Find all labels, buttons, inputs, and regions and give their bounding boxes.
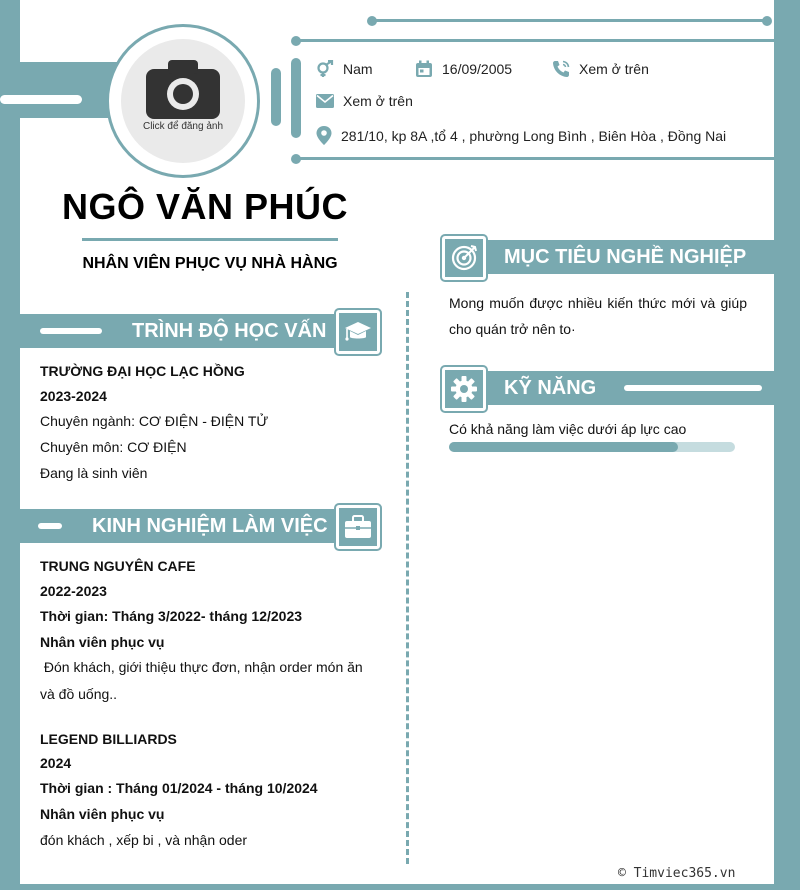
deco-line [296,39,774,42]
job-2-period: 2024 [40,755,72,771]
contact-email [316,93,413,109]
birthday-value: 16/09/2005 [442,61,513,77]
graduation-cap-icon [344,321,372,343]
education-heading: TRÌNH ĐỘ HỌC VẤN [132,319,327,342]
gear-icon [450,375,478,403]
contact-gender [316,60,373,78]
education-header [20,314,338,348]
phone-icon [552,60,570,78]
objective-header [480,240,774,274]
job-1-time: Thời gian: Tháng 3/2022- tháng 12/2023 [40,608,303,624]
job-2-desc-line1: đón khách , xếp bi , và nhận oder [40,832,248,848]
target-icon [450,244,478,272]
skill-1-name: Có khả năng làm việc dưới áp lực cao [449,421,687,437]
job-1-desc-line1: Đón khách, giới thiệu thực đơn, nhận order món ăn [40,659,363,675]
frame-bottom-border [0,884,800,890]
header-stripe [624,385,762,391]
experience-icon-box [336,505,380,549]
education-school: TRƯỜNG ĐẠI HỌC LẠC HỒNG [40,363,245,379]
header-stripe [38,523,62,529]
job-title: NHÂN VIÊN PHỤC VỤ NHÀ HÀNG [82,255,338,272]
skills-header [480,371,774,405]
job-1-period: 2022-2023 [40,583,107,599]
deco-dot [762,16,772,26]
job-2-role: Nhân viên phục vụ [40,806,165,822]
skills-heading: KỸ NĂNG [504,376,597,399]
calendar-icon [415,60,433,78]
contact-phone [552,60,649,78]
education-major: Chuyên ngành: CƠ ĐIỆN - ĐIỆN TỬ [40,413,269,429]
skill-1-level-bar [449,442,678,452]
education-icon-box [336,310,380,354]
camera-icon [146,57,220,119]
skills-icon-box [442,367,486,411]
frame-right-border [774,0,800,890]
deco-bar [271,68,281,126]
job-2-company: LEGEND BILLIARDS [40,731,177,747]
experience-header [20,509,338,543]
deco-line [372,19,768,22]
objective-line1: Mong muốn được nhiều kiến thức mới và giúp [449,295,747,311]
location-pin-icon [316,126,332,145]
job-2-time: Thời gian : Tháng 01/2024 - tháng 10/2024 [40,780,318,796]
column-divider [406,292,409,864]
contact-address [316,126,726,145]
name-underline [82,238,338,241]
frame-left-border [0,0,20,890]
education-period: 2023-2024 [40,388,107,404]
objective-icon-box [442,236,486,280]
objective-heading: MỤC TIÊU NGHỀ NGHIỆP [504,245,747,268]
education-status: Đang là sinh viên [40,465,148,481]
header-stripe [40,328,102,334]
education-specialty: Chuyên môn: CƠ ĐIỆN [40,439,187,455]
gender-icon [316,60,334,78]
phone-value: Xem ở trên [579,61,649,77]
job-1-role: Nhân viên phục vụ [40,634,165,650]
briefcase-icon [344,515,372,539]
header-band-stripe [0,95,82,104]
objective-line2: cho quán trở nên to· [449,321,576,337]
photo-upload-label[interactable]: Click để đăng ảnh [142,121,224,132]
candidate-name: NGÔ VĂN PHÚC [61,186,349,227]
deco-line [296,157,774,160]
address-value: 281/10, kp 8A ,tổ 4 , phường Long Bình , Biên Hòa , Đồng Nai [341,127,727,144]
watermark: © Timviec365.vn [618,866,736,881]
gender-value: Nam [343,61,373,77]
contact-birthday [415,60,512,78]
experience-heading: KINH NGHIỆM LÀM VIỆC [92,514,328,537]
deco-bar [291,58,301,138]
job-1-desc-line2: và đồ uống.. [40,686,118,702]
envelope-icon [316,94,334,108]
job-1-company: TRUNG NGUYÊN CAFE [40,558,196,574]
email-value: Xem ở trên [343,93,413,109]
avatar-upload[interactable] [121,39,245,163]
